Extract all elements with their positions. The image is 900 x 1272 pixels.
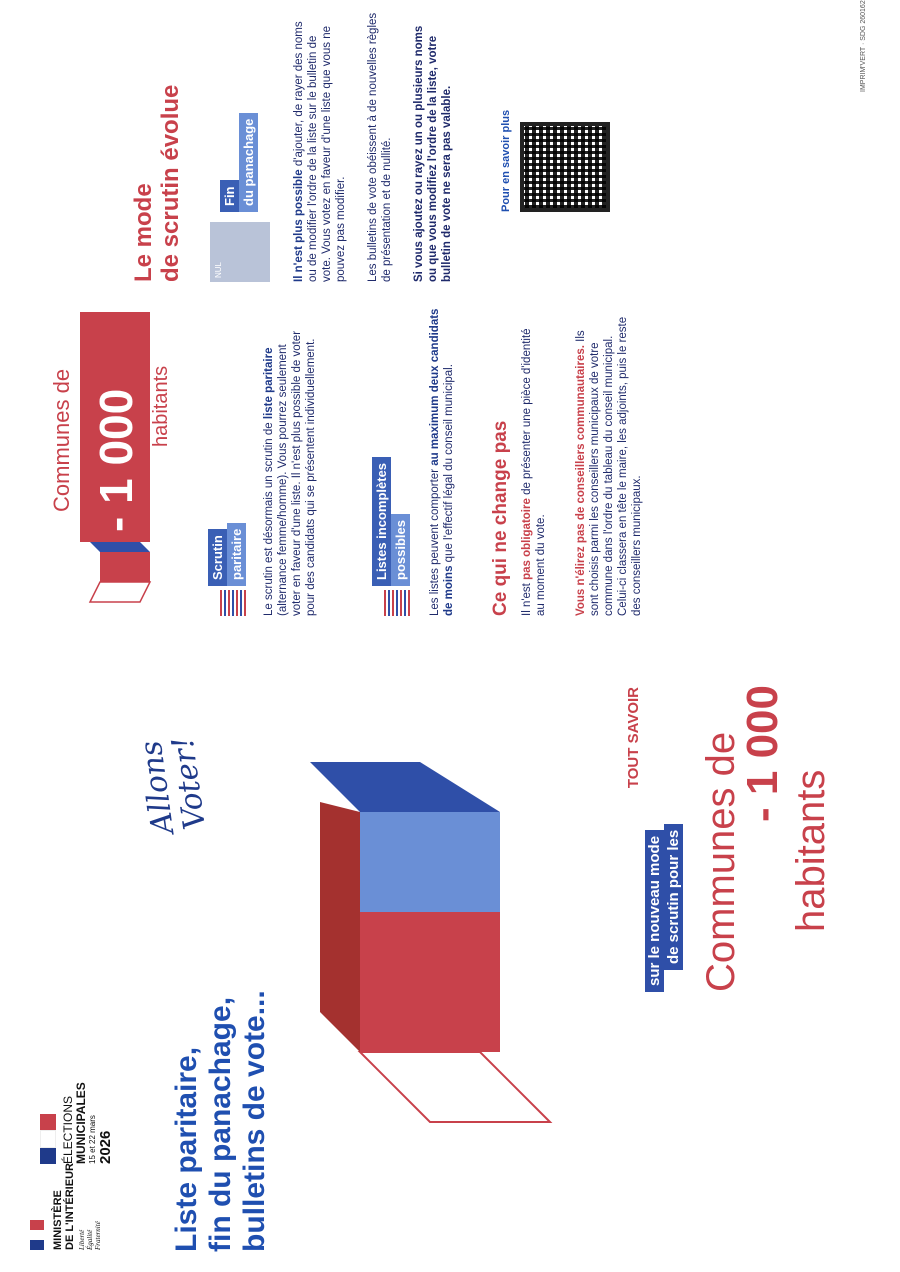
mode-p3: Si vous ajoutez ou rayez un ou plusieurs noms ou que vous modifiez l'ordre de la liste, votre bulletin de vote ne sera pas valable. bbox=[413, 25, 453, 282]
mode-p1: Il n'est plus possible d'ajouter, de rayer des noms ou de modifier l'ordre de la liste sur le bulletin de vote. Vous votez en faveur d'une liste que vous ne pouvez pas modifier. bbox=[293, 21, 347, 282]
mode-label-line2: du panachage bbox=[239, 113, 258, 212]
mode-label-line1: Fin bbox=[220, 181, 239, 213]
elections-year: 2026 bbox=[97, 1130, 114, 1164]
ballot-box-graphic bbox=[300, 762, 660, 1142]
listes-label-line1: Listes incomplètes bbox=[372, 457, 391, 586]
mode-heading-line1: Le mode bbox=[130, 183, 157, 282]
box-front-blue bbox=[360, 812, 500, 912]
cover-subtitle bbox=[645, 824, 683, 992]
mode-heading bbox=[130, 85, 184, 282]
scrutin-label-line1: Scrutin bbox=[208, 529, 227, 586]
cover-subtitle-line1: sur le nouveau mode bbox=[645, 830, 664, 992]
cover-title-line3: bulletins de vote... bbox=[238, 990, 271, 1252]
marianne-logo bbox=[30, 1210, 52, 1250]
listes-label bbox=[372, 457, 410, 586]
badge-communes-de: Communes de bbox=[49, 368, 74, 512]
more-info-link[interactable]: Pour en savoir plus bbox=[500, 109, 512, 212]
scrutin-label-line2: paritaire bbox=[227, 523, 246, 586]
cover-title-line1: Liste paritaire, bbox=[170, 1046, 203, 1252]
elections-block bbox=[62, 1082, 114, 1164]
elections-line2: MUNICIPALES bbox=[74, 1082, 88, 1164]
ministry-line1: MINISTÈRE bbox=[52, 1190, 64, 1250]
listes-label-line2: possibles bbox=[391, 514, 410, 586]
elections-line1: ÉLECTIONS bbox=[61, 1095, 75, 1164]
scrutin-text: Le scrutin est désormais un scrutin de liste paritaire (alternance femme/homme). Vous pourrez seulement voter en faveur d'une liste. Il n'est plus possible de voter pour des candidats qui se présentent individuellement. bbox=[263, 330, 317, 616]
change-p1: Il n'est pas obligatoire de présenter une pièce d'identité au moment du vote. bbox=[521, 328, 547, 616]
cover-title bbox=[170, 832, 272, 1252]
box-top bbox=[320, 802, 360, 1052]
box-left-face bbox=[360, 1052, 550, 1122]
cover-subtitle-line2: de scrutin pour les bbox=[664, 824, 683, 970]
box-front-red bbox=[360, 912, 500, 1052]
mode-heading-line2: de scrutin évolue bbox=[157, 84, 184, 282]
stripes-icon bbox=[220, 590, 246, 616]
cover-number: - 1 000 bbox=[738, 685, 787, 822]
box-right-face bbox=[310, 762, 500, 812]
change-p2: Vous n'élirez pas de conseillers communautaires. Ils sont choisis parmi les conseillers municipaux de votre commune dans l'ordre du tableau du conseil municipal. Celui-ci classera en tête le maire, les adjoints, puis le reste des conseillers municipaux. bbox=[575, 316, 643, 616]
envelope-icon bbox=[210, 222, 270, 282]
badge-habitants: habitants bbox=[150, 365, 172, 447]
motto-egalite: Égalité bbox=[86, 1229, 94, 1250]
printer-mark: IMPRIM'VERT · SDG 260162 bbox=[860, 0, 867, 92]
scrutin-label bbox=[208, 523, 246, 586]
listes-text: Les listes peuvent comporter au maximum deux candidats de moins que l'effectif légal du conseil municipal. bbox=[429, 308, 455, 616]
stripes-icon-2 bbox=[384, 590, 410, 616]
elections-dates: 15 et 22 mars bbox=[88, 1115, 97, 1164]
tout-savoir: TOUT SAVOIR bbox=[625, 687, 642, 789]
motto-liberte: Liberté bbox=[78, 1229, 86, 1250]
cover-habitants: habitants bbox=[789, 769, 833, 932]
mode-p2: Les bulletins de vote obéissent à de nouvelles règles de présentation et de nullité. bbox=[367, 12, 393, 282]
ministry-name bbox=[52, 1163, 102, 1250]
cover-communes-de: Communes de bbox=[699, 731, 743, 992]
envelope-label: NUL bbox=[214, 261, 223, 278]
elections-flag bbox=[40, 1094, 56, 1164]
qr-code[interactable] bbox=[520, 122, 610, 212]
slogan: Allons Voter! bbox=[133, 734, 214, 837]
motto-fraternite: Fraternité bbox=[94, 1221, 102, 1250]
mode-label bbox=[220, 113, 258, 212]
cover-panel bbox=[0, 672, 900, 1272]
badge-number: - 1 000 bbox=[90, 388, 142, 532]
cover-title-line2: fin du panachage, bbox=[204, 996, 237, 1252]
ministry-line2: DE L'INTÉRIEUR bbox=[64, 1163, 76, 1250]
change-heading: Ce qui ne change pas bbox=[490, 420, 511, 616]
